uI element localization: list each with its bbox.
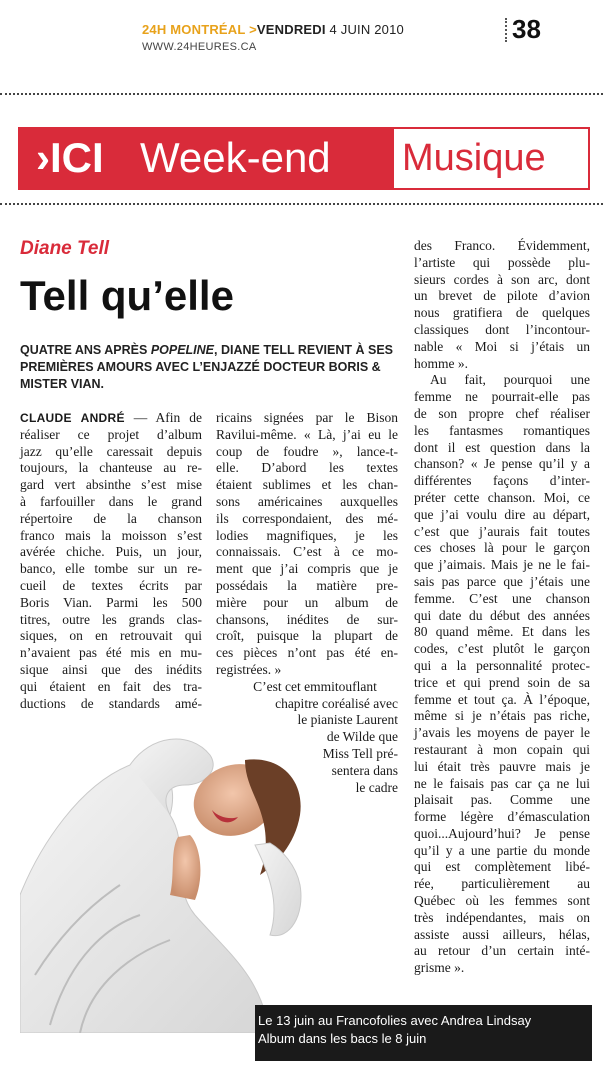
masthead — [142, 22, 502, 66]
woman-in-white-dress-photo — [20, 725, 400, 1033]
text-line: sique ainsi que des inédits — [20, 661, 202, 677]
text-line: sieurs cordes à son arc, dont — [414, 271, 590, 287]
text-line: avérée chiche. Puis, un jour, — [20, 544, 202, 560]
text-line: CLAUDE ANDRÉ — Afin de — [20, 410, 203, 425]
text-line: les fantasmes romantiques — [414, 422, 590, 438]
text-line: grisme ». — [414, 960, 465, 976]
text-line: j’avais les moyens de payer le — [414, 725, 590, 741]
issue-day: VENDREDI — [256, 22, 326, 37]
text-line: homme ». — [414, 355, 468, 371]
text-line: Boris Vian. Parmi les 500 — [20, 594, 202, 610]
article-column-3 — [414, 238, 590, 977]
text-line: femme ne pourrait-elle pas — [414, 389, 590, 405]
text-line: différentes façons d’inter- — [414, 473, 590, 489]
arrow-glyph: > — [249, 22, 257, 37]
text-line: croît, puisque la plupart de — [216, 628, 398, 644]
text-line: restaurant à mon copain qui — [414, 741, 590, 757]
text-line: jazz qu’elle caressait depuis — [20, 443, 202, 459]
text-line: des Franco. Évidemment, — [414, 238, 590, 253]
article-kicker: Diane Tell — [20, 238, 110, 259]
deck-album-title: POPELINE — [150, 343, 215, 357]
text-line: elle. D’abord les textes — [216, 460, 398, 476]
section-dotted-divider — [0, 203, 603, 205]
text-line: ricains signées par le Bison — [216, 410, 398, 425]
text-line: plaisait pas. Comme une — [414, 792, 590, 808]
text-line: registrées. » — [216, 661, 282, 677]
text-line: toujours, la chanteuse au re- — [20, 460, 202, 476]
text-line: sentera dans — [331, 762, 398, 778]
text-line: 80 quand même. Et dans les — [414, 624, 590, 640]
text-line: franco mais la moisson s’est — [20, 527, 202, 543]
text-line: forme légère d’émasculation — [414, 809, 590, 825]
text-line: classiques dont l’incontour- — [414, 321, 590, 337]
text-line: chanson? « Je pense qu’il y a — [414, 456, 590, 472]
text-line: C’est cet emmitouflant — [253, 678, 377, 694]
text-line: assiste aussi ailleurs, hélas, — [414, 926, 590, 942]
text-line: ne le faisais pas car ça ne lui — [414, 775, 590, 791]
article-column-1 — [20, 410, 202, 712]
issue-date: 4 JUIN 2010 — [329, 22, 404, 37]
text-line: même si je n’étais pas riche, — [414, 708, 590, 724]
text-line: rée, particulièrement au — [414, 876, 590, 892]
text-line: nable « Moi si j’étais un — [414, 338, 590, 354]
text-line: de Wilde que — [326, 729, 398, 745]
category-label: Musique — [402, 137, 546, 179]
text-line: trice et qui prend soin de sa — [414, 674, 590, 690]
text-line: que j’aimais. Mais je ne le fai- — [414, 557, 590, 573]
text-line: qui étaient en fait des tra- — [20, 678, 202, 694]
text-line: codes, c’est plutôt le garçon — [414, 641, 590, 657]
text-line: nous gratifiera de quelques — [414, 305, 590, 321]
text-line: à farfouiller dans le grand — [20, 493, 202, 509]
text-line: n’avaient pas été mis en mu- — [20, 645, 202, 661]
website-url[interactable]: WWW.24HEURES.CA — [142, 41, 257, 53]
text-line: de son propre chef réaliser — [414, 405, 590, 421]
top-dotted-divider — [0, 93, 603, 95]
text-line: le pianiste Laurent — [297, 712, 398, 728]
text-line: chapitre coréalisé avec — [275, 695, 398, 711]
article-deck — [20, 342, 395, 393]
text-line: Miss Tell pré- — [322, 745, 398, 761]
text-line: lui était très pauvre mais je — [414, 758, 590, 774]
text-line: siques, on en retrouvait qui — [20, 628, 202, 644]
brand-name: 24H MONTRÉAL — [142, 22, 246, 37]
text-line: quoi...Aujourd’hui? Je pense — [414, 825, 590, 841]
text-line: ductions de standards amé- — [20, 695, 202, 711]
text-line: femme. C’est une chanson — [414, 590, 590, 606]
text-line: connaissais. C’est à ce mo- — [216, 544, 398, 560]
text-line: un brevet de pilote d’avion — [414, 288, 590, 304]
text-line: préter cette chanson. Moi, ce — [414, 489, 590, 505]
text-line: sais pas parce que j’étais une — [414, 573, 590, 589]
article-byline: CLAUDE ANDRÉ — [20, 411, 125, 425]
text-line: Au fait, pourquoi une — [430, 372, 590, 388]
text-line: ces pièces n’ont pas été en- — [216, 645, 398, 661]
text-line: dont il est question dans la — [414, 439, 590, 455]
text-line: le cadre — [355, 779, 398, 795]
banner-ici-label: ›ICI — [36, 134, 104, 181]
text-line: Québec où les femmes sont — [414, 893, 590, 909]
text-line: c’est que j’aurais fait toutes — [414, 523, 590, 539]
text-line: répertoire de la chanson — [20, 510, 202, 526]
text-line: mière pour un album de — [216, 594, 398, 610]
banner-section-label: Week-end — [140, 134, 331, 181]
text-line: coup de foudre », lance-t- — [216, 443, 398, 459]
text-line: très indépendantes, mais on — [414, 909, 590, 925]
text-line: qui a la personnalité protec- — [414, 657, 590, 673]
text-line: cueil de textes écrits par — [20, 577, 202, 593]
deck-text-2: , DIANE TELL REVIENT À SES PREMIÈRES AMOURS AVEC L’ENJAZZÉ DOCTEUR BORIS & MISTER VIAN. — [20, 343, 393, 391]
text-line: ils correspondaient, des mé- — [216, 510, 398, 526]
text-line: réaliser ce projet d’album — [20, 426, 202, 442]
text-line: banco, elle tombe sur un re- — [20, 561, 202, 577]
text-line: sons américaines auxquelles — [216, 493, 398, 509]
text-line: chansons, inédites de sur- — [216, 611, 398, 627]
text-line: ment que j’ai compris que je — [216, 561, 398, 577]
text-line: au retour d’un certain inté- — [414, 943, 590, 959]
event-info-line-2: Album dans les bacs le 8 juin — [258, 1031, 427, 1046]
text-line: qui date du début des années — [414, 607, 590, 623]
text-line: gard vert absinthe s’est mise — [20, 477, 202, 493]
text-line: Ravilui-même. « Là, j’ai eu le — [216, 426, 398, 442]
text-line: ces choses là pour le garçon — [414, 540, 590, 556]
text-line: titres, outre les grands clas- — [20, 611, 202, 627]
masthead-line — [142, 22, 502, 37]
event-info-line-1: Le 13 juin au Francofolies avec Andrea Lindsay — [258, 1013, 532, 1028]
text-line: l’artiste qui possède plu- — [414, 254, 590, 270]
text-line: lodies magnifiques, je les — [216, 527, 398, 543]
deck-text-1: QUATRE ANS APRÈS — [20, 343, 151, 357]
text-line: que j’ai voulu dire au départ, — [414, 506, 590, 522]
page-number-separator — [505, 18, 507, 42]
text-line: femme et tout ça. À l’époque, — [414, 691, 590, 707]
page-number: 38 — [512, 14, 541, 44]
text-line: qui est complètement libé- — [414, 859, 590, 875]
article-title: Tell qu’elle — [20, 272, 234, 319]
text-line: étaient sublimes et les chan- — [216, 477, 398, 493]
text-line: qu’il y a une partie du monde — [414, 842, 590, 858]
text-line: possédais la matière pre- — [216, 577, 398, 593]
